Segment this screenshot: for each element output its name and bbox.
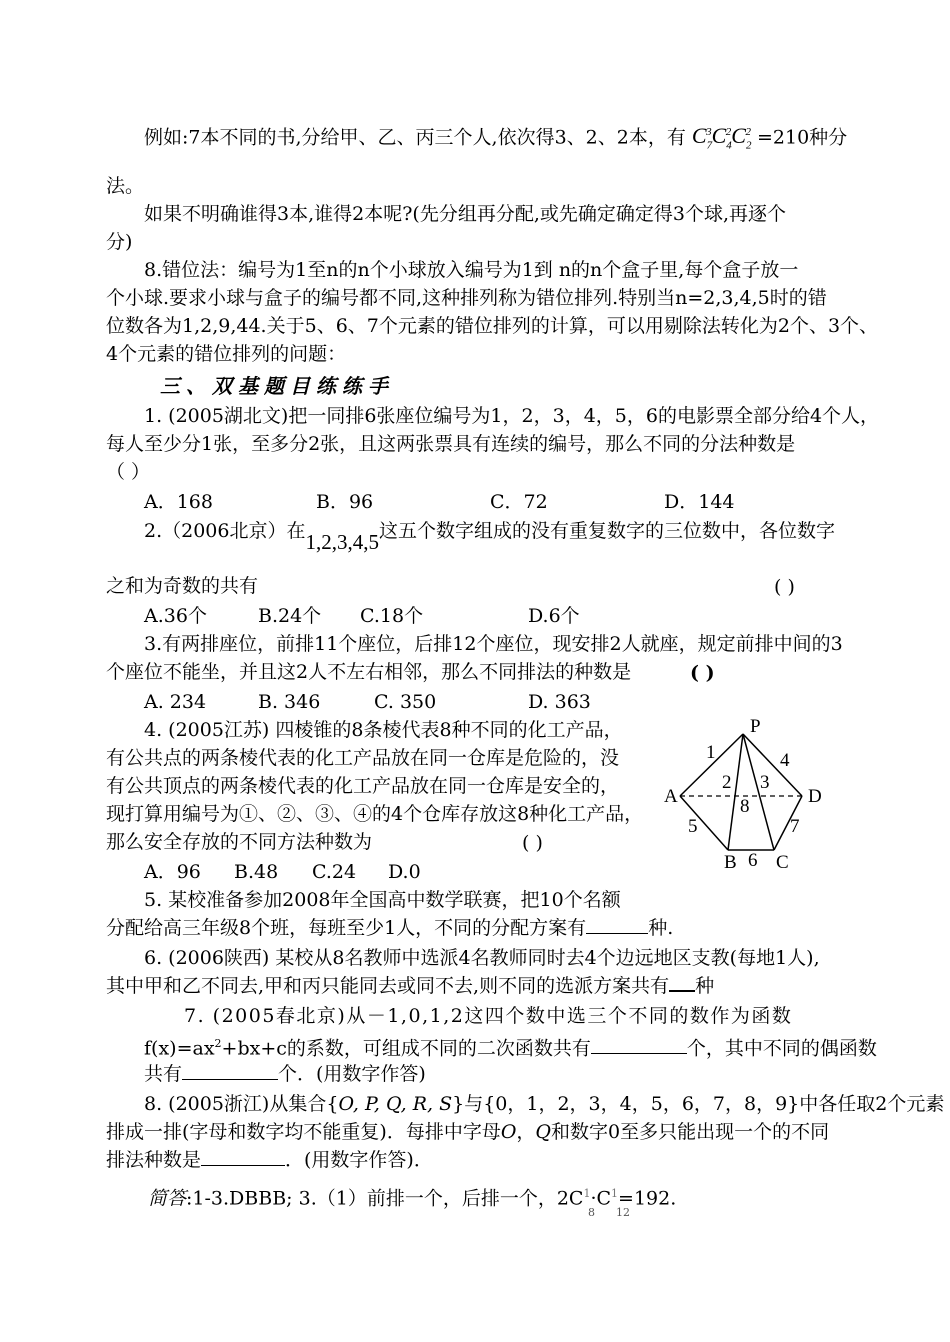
q8-comma: ， <box>516 1121 536 1143</box>
q1-paren: （ ） <box>106 461 151 483</box>
q7-suffix: 个．(用数字作答) <box>278 1063 426 1085</box>
answer-sup-2: 1 <box>611 1187 619 1200</box>
q8-suffix-3: ．(用数字作答)． <box>285 1149 433 1171</box>
q8-line-2 <box>106 1118 829 1146</box>
q7-blank-2 <box>182 1061 278 1080</box>
section-title: 三、双基题目练练手 <box>160 374 394 398</box>
q1-option-d: D．144 <box>664 491 735 513</box>
q6-blank <box>669 972 695 992</box>
edge-label-2: 2 <box>722 772 732 793</box>
q2-option-c: C.18个 <box>360 605 424 627</box>
example-cont: 法。 <box>106 175 145 197</box>
q5-blank <box>586 915 648 934</box>
answer-tail: ·C <box>590 1187 612 1210</box>
edge-label-1: 1 <box>706 742 716 763</box>
followup-line-1: 如果不明确谁得3本,谁得2本呢?(先分组再分配,或先确定确定得3个球,再逐个 <box>144 203 786 225</box>
q8-prefix-3: 排法种数是 <box>106 1149 202 1171</box>
method8-line-2: 个小球.要求小球与盒子的编号都不同,这种排列称为错位排列.特别当n=2,3,4,5时的错 <box>106 287 827 309</box>
vertex-B: B <box>724 852 737 872</box>
q8-text-2: 和数字0至多只能出现一个的不同 <box>551 1121 830 1143</box>
vertex-A: A <box>664 786 678 807</box>
edge-label-6: 6 <box>748 850 758 871</box>
q7-line-2 <box>144 1030 877 1062</box>
q4-line-2: 有公共点的两条棱代表的化工产品放在同一仓库是危险的，没 <box>106 747 620 769</box>
q4-line-3: 有公共顶点的两条棱代表的化工产品放在同一仓库是安全的， <box>106 775 620 797</box>
answer-sup-1: 1 <box>583 1187 591 1200</box>
vertex-C: C <box>776 852 789 872</box>
q6-suffix: 种 <box>695 975 715 997</box>
q3-paren: ( ) <box>690 662 715 684</box>
answer-line <box>148 1180 676 1212</box>
q1-line-2: 每人至少分1张，至多分2张，且这两张票具有连续的编号，那么不同的分法种数是 <box>106 433 796 455</box>
method8-line-4: 4个元素的错位排列的问题： <box>106 343 347 365</box>
q3-option-b: B. 346 <box>258 691 321 713</box>
q1-option-c: C．72 <box>490 491 548 513</box>
q7-line-1: 7. (2005春北京)从－1,0,1,2这四个数中选三个不同的数作为函数 <box>184 1005 793 1027</box>
q6-text: 其中甲和乙不同去,甲和丙只能同去或同不去,则不同的选派方案共有 <box>106 975 670 997</box>
answer-end: =192. <box>618 1187 677 1210</box>
edge-label-5: 5 <box>688 816 698 837</box>
q8-suffix: }与{0，1，2，3，4，5，6，7，8，9}中各任取2个元素 <box>452 1093 945 1115</box>
pyramid-figure <box>660 712 840 872</box>
q1-line-1: 1. (2005湖北文)把一同排6张座位编号为1，2，3，4，5，6的电影票全部分给4个人， <box>144 405 880 427</box>
q4-option-a: A．96 <box>144 861 201 883</box>
q8-line-3 <box>106 1146 433 1174</box>
method8-line-3: 位数各为1,2,9,44.关于5、6、7个元素的错位排列的计算，可以用剔除法转化为2个、3个、 <box>106 315 879 337</box>
q2-digits: 1,2,3,4,5 <box>305 530 379 554</box>
example-result: =210种分 <box>757 126 848 149</box>
q4-line-1: 4. (2005江苏) 四棱锥的8条棱代表8种不同的化工产品， <box>144 719 623 741</box>
q2-option-d: D.6个 <box>528 605 580 627</box>
edge-label-8: 8 <box>740 796 750 817</box>
q4-paren: ( ) <box>522 832 543 854</box>
example-text: 例如:7本不同的书,分给甲、乙、丙三个人,依次得3、2、2本，有 <box>144 126 686 149</box>
q8-letter-o: O <box>500 1121 517 1143</box>
example-line <box>144 118 847 160</box>
q4-option-c: C.24 <box>312 861 357 883</box>
q8-line-1 <box>144 1090 944 1118</box>
q8-letter-q: Q <box>535 1121 551 1143</box>
answer-sub-2: 12 <box>616 1206 630 1219</box>
vertex-P: P <box>750 716 761 737</box>
q2-suffix: 这五个数字组成的没有重复数字的三位数中，各位数字 <box>378 520 835 542</box>
edge-label-7: 7 <box>790 816 800 837</box>
q5-suffix: 种. <box>648 917 674 939</box>
q3-option-d: D. 363 <box>528 691 591 713</box>
followup-line-2: 分) <box>106 231 133 253</box>
q1-option-a: A．168 <box>144 491 213 513</box>
edge-label-4: 4 <box>780 750 790 771</box>
q4-line-4: 现打算用编号为①、②、③、④的4个仓库存放这8种化工产品， <box>106 803 644 825</box>
q7-text: +bx+c的系数，可组成不同的二次函数共有 <box>221 1037 591 1060</box>
q7-blank-1 <box>591 1035 687 1054</box>
q5-line-2 <box>106 914 673 942</box>
q7-prefix: 共有 <box>144 1063 183 1085</box>
q2-line-2: 之和为奇数的共有 <box>106 575 259 597</box>
q8-blank <box>201 1147 285 1166</box>
q5-line-1: 5. 某校准备参加2008年全国高中数学联赛，把10个名额 <box>144 889 621 911</box>
q3-option-c: C. 350 <box>374 691 437 713</box>
answer-text: :1-3.DBBB; 3.（1）前排一个，后排一个，2C <box>186 1187 584 1210</box>
q1-option-b: B．96 <box>316 491 374 513</box>
q8-text: 排成一排(字母和数字均不能重复)．每排中字母 <box>106 1121 501 1143</box>
answer-label: 简答 <box>148 1187 187 1210</box>
method8-line-1: 8.错位法：编号为1至n的n个小球放入编号为1到 n的n个盒子里,每个盒子放一 <box>144 259 799 281</box>
q3-option-a: A. 234 <box>144 691 207 713</box>
q3-line-1: 3.有两排座位，前排11个座位，后排12个座位，现安排2人就座，规定前排中间的3 <box>144 633 843 655</box>
q4-line-5: 那么安全存放的不同方法种数为 <box>106 831 373 853</box>
q2-prefix: 2.（2006北京）在 <box>144 520 306 542</box>
q2-paren: ( ) <box>774 576 795 598</box>
q2-option-a: A.36个 <box>144 605 207 627</box>
q2-option-b: B.24个 <box>258 605 322 627</box>
answer-sub-1: 8 <box>588 1206 595 1219</box>
q4-option-b: B.48 <box>234 861 279 883</box>
q7-func: f(x)=ax <box>144 1037 215 1060</box>
q4-option-d: D.0 <box>388 861 421 883</box>
edge-label-3: 3 <box>760 772 770 793</box>
q5-text: 分配给高三年级8个班，每班至少1人，不同的分配方案有 <box>106 917 587 939</box>
q8-prefix: 8. (2005浙江)从集合{ <box>144 1093 339 1115</box>
combination-formula: $C_7^3C_4^2C_2^2$ <box>691 123 752 152</box>
q7-line-3 <box>144 1060 426 1088</box>
q7-text-2: 个，其中不同的偶函数 <box>686 1037 877 1060</box>
q3-line-2: 个座位不能坐，并且这2人不左右相邻，那么不同排法的种数是 <box>106 661 632 683</box>
vertex-D: D <box>808 786 822 807</box>
q2-line-1 <box>144 516 835 554</box>
q6-line-2 <box>106 972 714 1000</box>
q6-line-1: 6. (2006陕西) 某校从8名教师中选派4名教师同时去4个边远地区支教(每地1人), <box>144 947 820 969</box>
q7-exponent: 2 <box>214 1037 222 1050</box>
q8-letters: O, P, Q, R, S <box>338 1093 453 1115</box>
